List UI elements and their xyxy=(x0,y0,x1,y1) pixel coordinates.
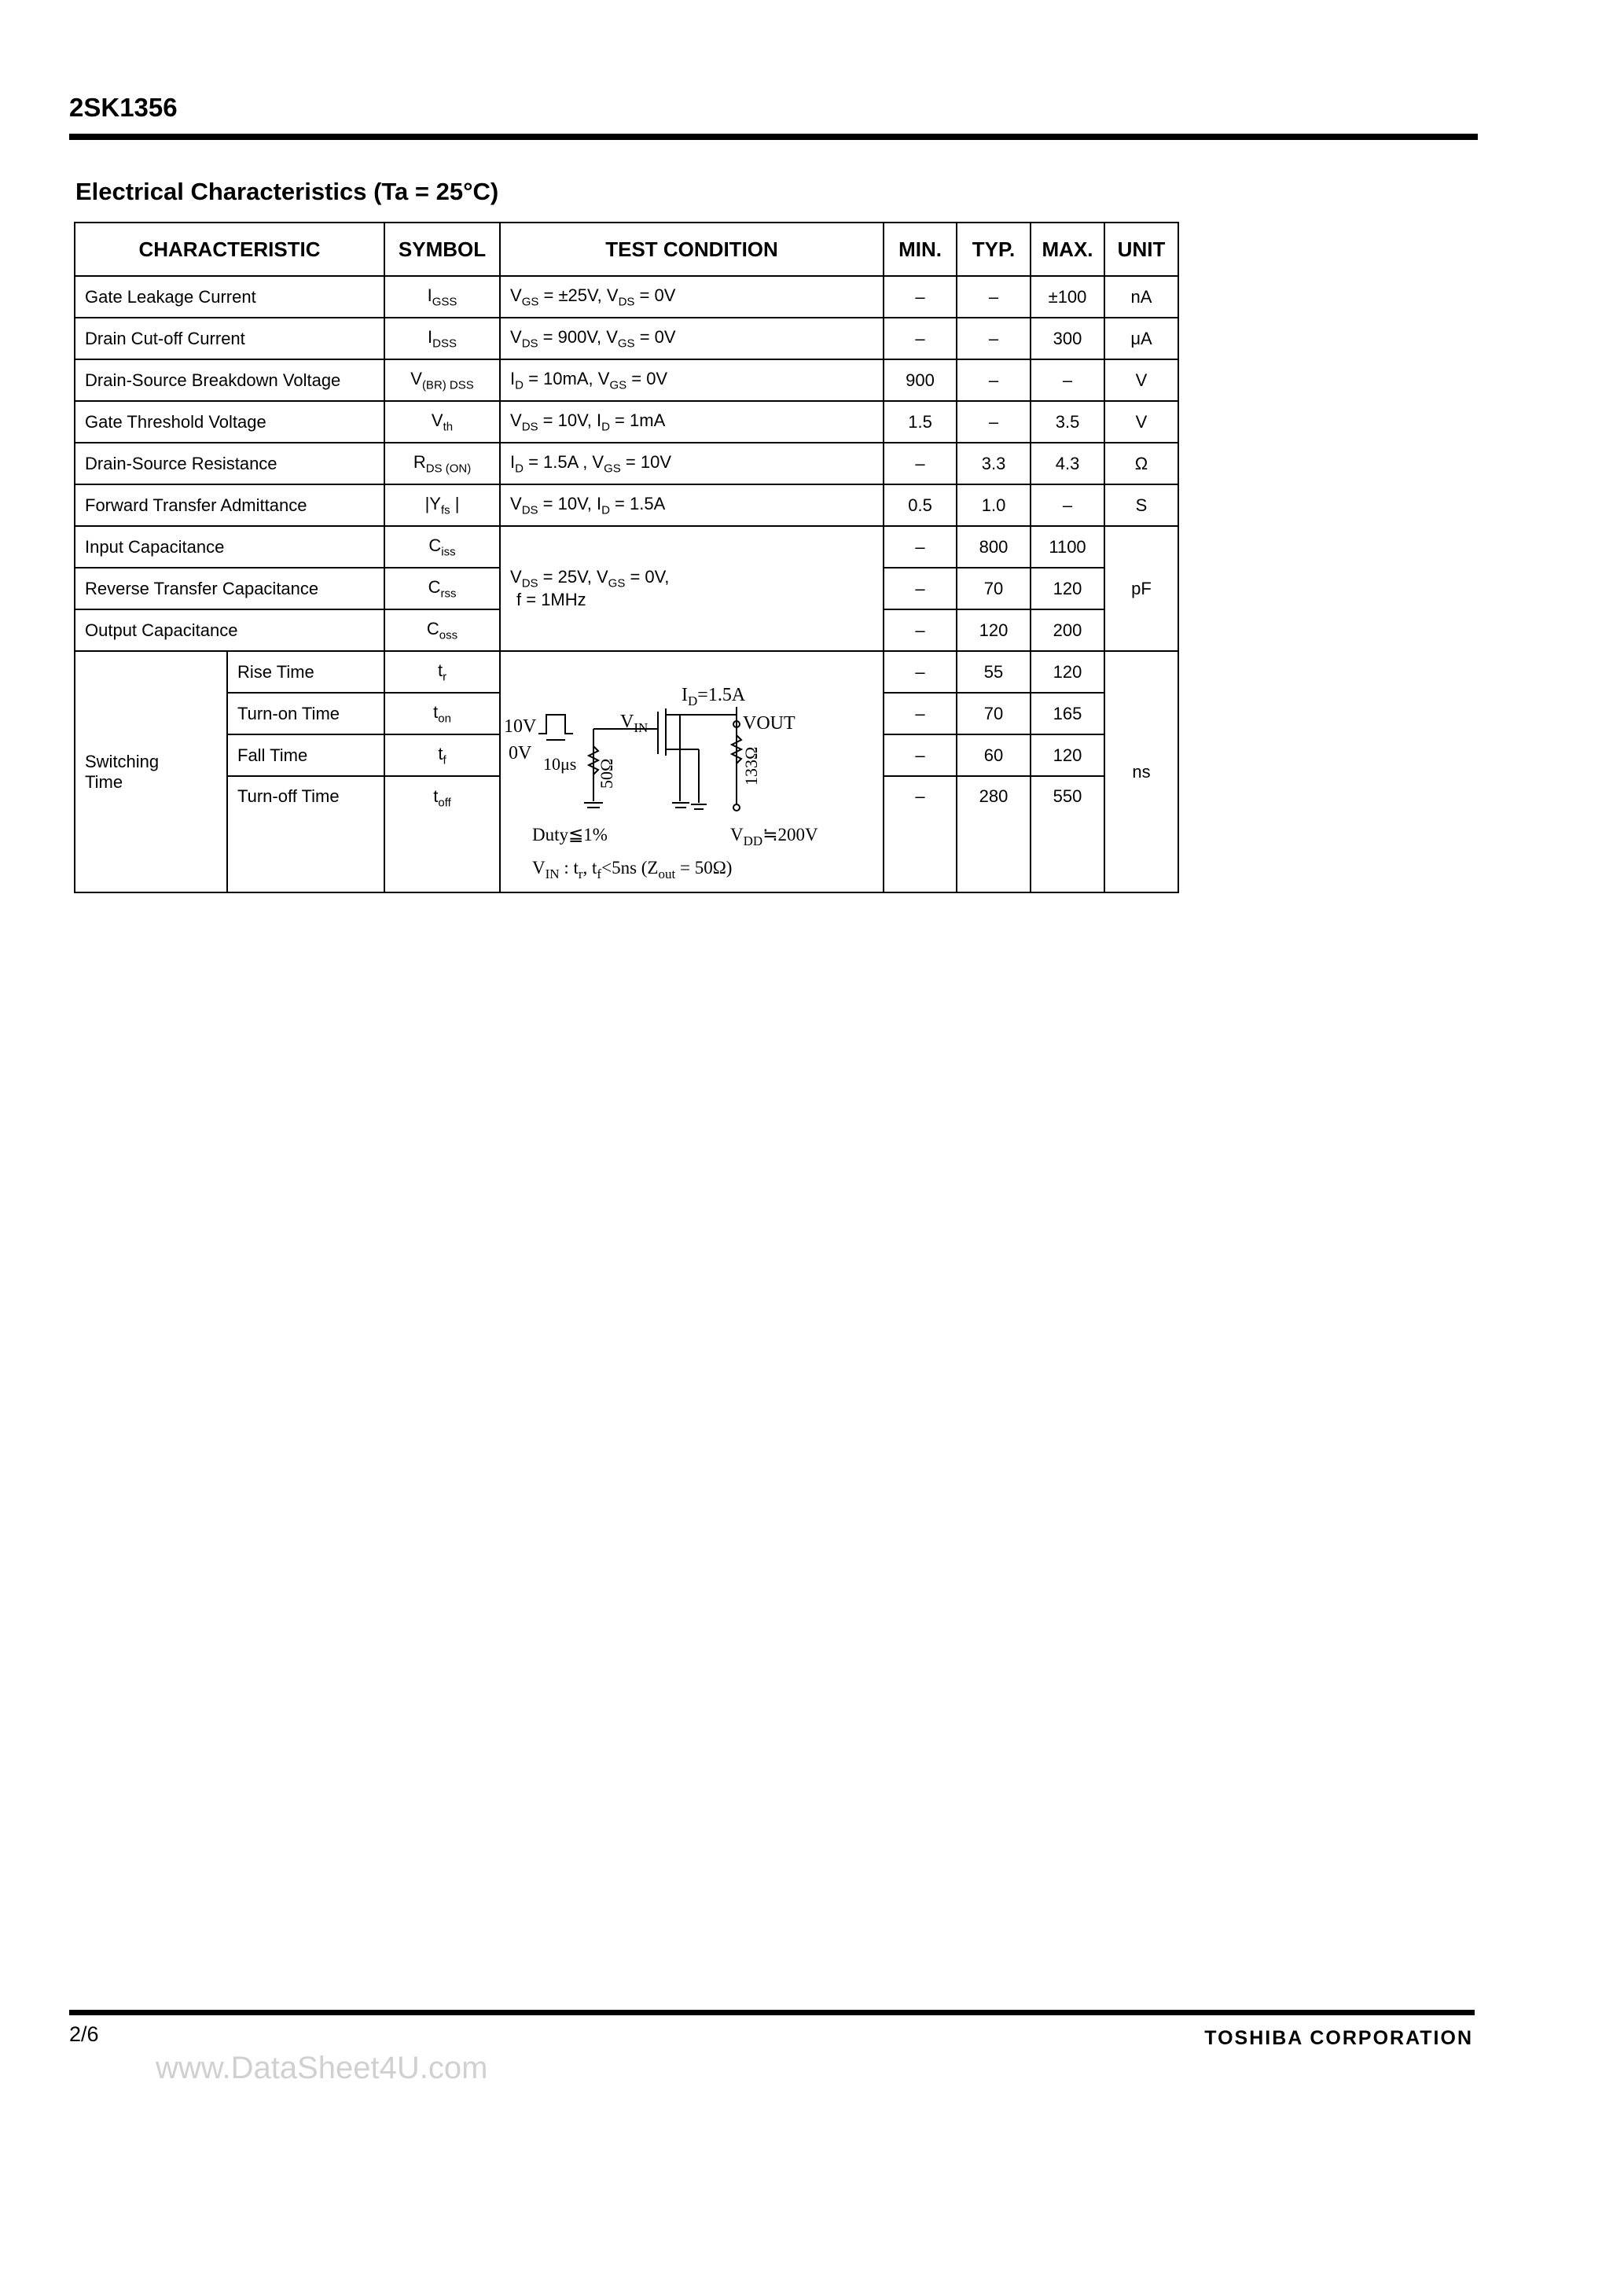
unit: S xyxy=(1104,484,1178,526)
min-value: – xyxy=(884,276,957,318)
min-value: – xyxy=(884,568,957,609)
col-header-characteristic: CHARACTERISTIC xyxy=(75,223,384,276)
pulse-high-label: 10V xyxy=(504,716,537,737)
col-header-unit: UNIT xyxy=(1104,223,1178,276)
table-row xyxy=(75,443,1178,484)
unit: μA xyxy=(1104,318,1178,359)
min-value: – xyxy=(884,651,957,693)
pulse-width-label: 10μs xyxy=(543,754,577,774)
symbol: $C_{oss}$ xyxy=(384,609,500,651)
max-value: 550 xyxy=(1031,776,1104,892)
characteristic-name: Output Capacitance xyxy=(75,609,384,651)
symbol: $R_{DS (ON)}$ xyxy=(384,443,500,484)
typ-value: 280 xyxy=(957,776,1031,892)
max-value: – xyxy=(1031,359,1104,401)
characteristic-name: Drain-Source Breakdown Voltage xyxy=(75,359,384,401)
min-value: – xyxy=(884,443,957,484)
vdd-label: $V_{DD}≒200V$ xyxy=(730,825,818,848)
col-header-symbol: SYMBOL xyxy=(384,223,500,276)
test-condition: $V_{DS} = 10V$, $I_D = 1.5A$ xyxy=(500,484,884,526)
col-header-typ: TYP. xyxy=(957,223,1031,276)
id-label: $I_D=1.5A$ xyxy=(682,685,746,708)
typ-value: 60 xyxy=(957,734,1031,776)
test-condition-capacitance: $V_{DS} = 25V$, $V_{GS} = 0V$, f = 1MHz xyxy=(500,526,884,651)
characteristic-name: Forward Transfer Admittance xyxy=(75,484,384,526)
unit-switching: ns xyxy=(1104,651,1178,892)
min-value: – xyxy=(884,526,957,568)
max-value: 200 xyxy=(1031,609,1104,651)
symbol: $I_{DSS}$ xyxy=(384,318,500,359)
typ-value: 3.3 xyxy=(957,443,1031,484)
characteristic-name: Gate Threshold Voltage xyxy=(75,401,384,443)
max-value: 300 xyxy=(1031,318,1104,359)
unit: V xyxy=(1104,401,1178,443)
symbol: $|Y_{fs}$ | xyxy=(384,484,500,526)
typ-value: 800 xyxy=(957,526,1031,568)
typ-value: 70 xyxy=(957,693,1031,734)
watermark: www.DataSheet4U.com xyxy=(156,2051,488,2085)
symbol: $I_{GSS}$ xyxy=(384,276,500,318)
electrical-characteristics-table xyxy=(74,222,1179,893)
max-value: ±100 xyxy=(1031,276,1104,318)
typ-value: 120 xyxy=(957,609,1031,651)
symbol: $t_f$ xyxy=(384,734,500,776)
typ-value: – xyxy=(957,359,1031,401)
typ-value: 1.0 xyxy=(957,484,1031,526)
characteristic-name: Rise Time xyxy=(227,651,384,693)
table-row xyxy=(75,318,1178,359)
gate-resistor-label: 50Ω xyxy=(597,758,617,789)
col-header-max: MAX. xyxy=(1031,223,1104,276)
table-row xyxy=(75,401,1178,443)
pulse-low-label: 0V xyxy=(509,743,532,763)
switching-time-label: Switching Time xyxy=(75,651,227,892)
symbol: $t_{on}$ xyxy=(384,693,500,734)
max-value: 3.5 xyxy=(1031,401,1104,443)
characteristic-name: Gate Leakage Current xyxy=(75,276,384,318)
test-condition: $I_D = 10mA$, $V_{GS} = 0V$ xyxy=(500,359,884,401)
min-value: – xyxy=(884,776,957,892)
load-resistor-label: 133Ω xyxy=(741,746,762,786)
min-value: 900 xyxy=(884,359,957,401)
symbol: $V_{th}$ xyxy=(384,401,500,443)
test-circuit-diagram xyxy=(501,652,884,903)
symbol: $C_{iss}$ xyxy=(384,526,500,568)
symbol: $C_{rss}$ xyxy=(384,568,500,609)
max-value: 4.3 xyxy=(1031,443,1104,484)
min-value: – xyxy=(884,609,957,651)
symbol: $t_r$ xyxy=(384,651,500,693)
page-number: 2/6 xyxy=(69,2022,99,2046)
characteristic-name: Input Capacitance xyxy=(75,526,384,568)
table-row xyxy=(75,651,1178,693)
footer-rule xyxy=(69,2010,1475,2015)
duty-label: Duty≦1% xyxy=(532,825,608,844)
table-row xyxy=(75,526,1178,568)
table-header-row xyxy=(75,223,1178,276)
test-condition: $V_{DS} = 900V$, $V_{GS} = 0V$ xyxy=(500,318,884,359)
max-value: – xyxy=(1031,484,1104,526)
table-row xyxy=(75,359,1178,401)
symbol: $V_{(BR) DSS}$ xyxy=(384,359,500,401)
characteristic-name: Drain Cut-off Current xyxy=(75,318,384,359)
section-title: Electrical Characteristics (Ta = 25°C) xyxy=(75,178,499,205)
characteristic-name: Turn-off Time xyxy=(227,776,384,892)
typ-value: – xyxy=(957,318,1031,359)
table-row xyxy=(75,276,1178,318)
input-condition-label: $V_{IN}$ : $t_r$, $t_f<5ns$ $(Z_{out} = 50\Omega)$ xyxy=(532,858,733,881)
characteristic-name: Fall Time xyxy=(227,734,384,776)
max-value: 1100 xyxy=(1031,526,1104,568)
max-value: 165 xyxy=(1031,693,1104,734)
vin-label: $V_{IN}$ xyxy=(620,712,648,735)
switching-test-circuit xyxy=(500,651,884,892)
typ-value: 55 xyxy=(957,651,1031,693)
header-rule xyxy=(69,134,1478,140)
unit: Ω xyxy=(1104,443,1178,484)
characteristic-name: Turn-on Time xyxy=(227,693,384,734)
typ-value: – xyxy=(957,276,1031,318)
min-value: – xyxy=(884,734,957,776)
col-header-test-condition: TEST CONDITION xyxy=(500,223,884,276)
unit: nA xyxy=(1104,276,1178,318)
min-value: 1.5 xyxy=(884,401,957,443)
part-number: 2SK1356 xyxy=(69,93,178,122)
min-value: – xyxy=(884,693,957,734)
vout-label: VOUT xyxy=(743,713,795,734)
col-header-min: MIN. xyxy=(884,223,957,276)
max-value: 120 xyxy=(1031,651,1104,693)
table-row xyxy=(75,484,1178,526)
typ-value: 70 xyxy=(957,568,1031,609)
symbol: $t_{off}$ xyxy=(384,776,500,892)
typ-value: – xyxy=(957,401,1031,443)
max-value: 120 xyxy=(1031,568,1104,609)
characteristic-name: Drain-Source Resistance xyxy=(75,443,384,484)
characteristic-name: Reverse Transfer Capacitance xyxy=(75,568,384,609)
max-value: 120 xyxy=(1031,734,1104,776)
test-condition: $I_D = 1.5A$ , $V_{GS} = 10V$ xyxy=(500,443,884,484)
test-condition: $V_{GS} = \pm 25V$, $V_{DS} = 0V$ xyxy=(500,276,884,318)
unit-capacitance: pF xyxy=(1104,526,1178,651)
company-name: TOSHIBA CORPORATION xyxy=(1204,2027,1473,2049)
min-value: 0.5 xyxy=(884,484,957,526)
unit: V xyxy=(1104,359,1178,401)
test-condition: $V_{DS} = 10V$, $I_D = 1mA$ xyxy=(500,401,884,443)
min-value: – xyxy=(884,318,957,359)
